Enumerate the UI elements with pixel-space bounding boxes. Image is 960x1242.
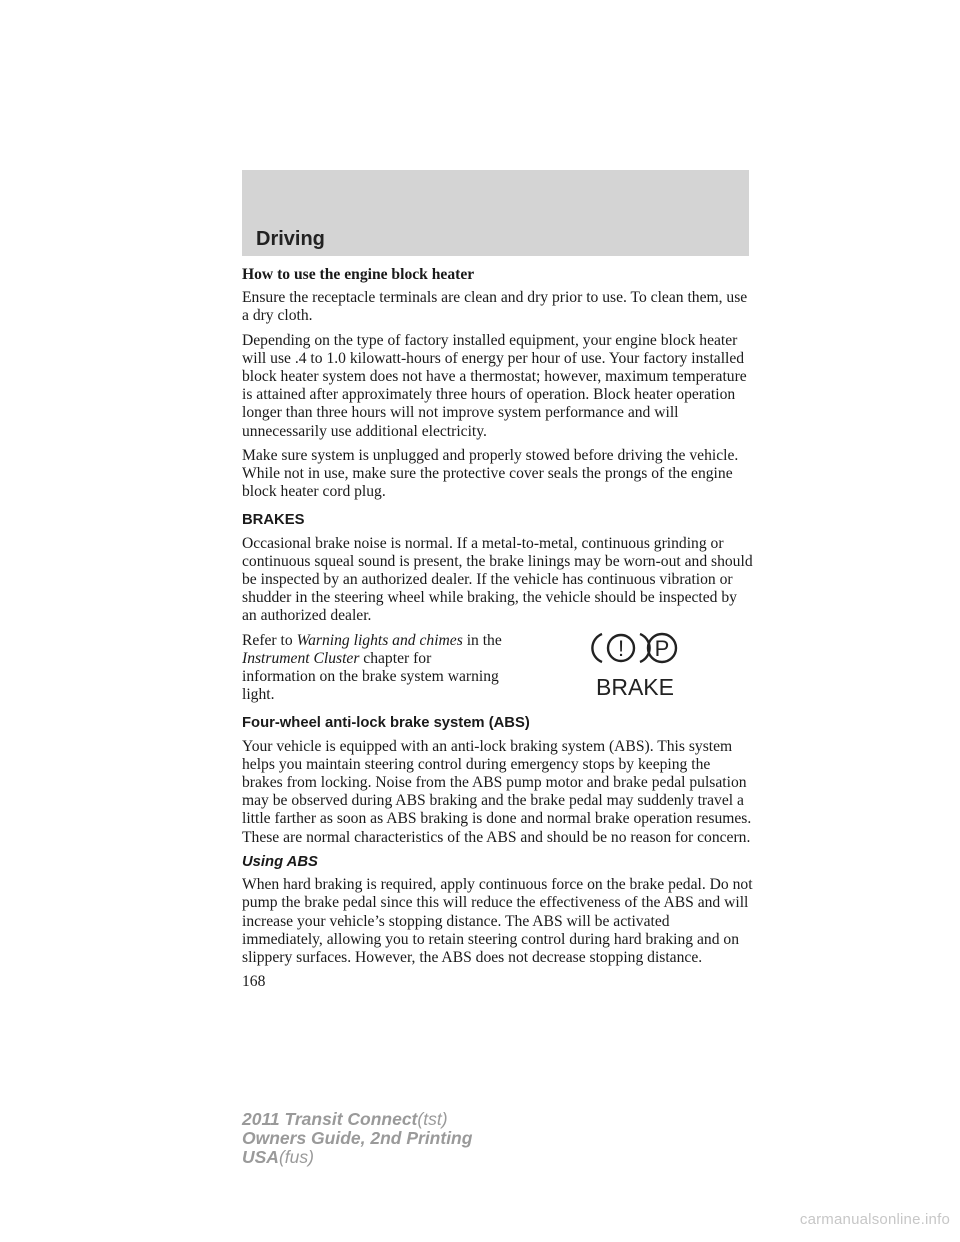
refer-prefix: Refer to [242,631,293,649]
brake-light-reference [242,632,754,705]
site-watermark: carmanualsonline.info [799,1211,950,1228]
footer-market: USA [242,1147,279,1167]
brakes-heading: BRAKES [242,512,305,529]
exclamation-symbol [592,634,649,662]
refer-mid: in the [466,631,502,649]
footer-line-1 [242,1110,472,1129]
refer-suffix: chapter for information on the brake system warning light. [242,649,499,704]
footer-printing: Owners Guide, 2nd Printing [242,1128,473,1148]
footer-model-code: (tst) [417,1109,448,1129]
block-heater-paragraph-2: Depending on the type of factory installed equipment, your engine block heater will use .4 to 1.0 kilowatt-hours of energy per hour of use. Your factory installed block heater system does not have a thermostat; however, maximum temperature is attained after approximately three hours of operation. Block heater operation longer than three hours will not improve system performance and will unnecessarily use additional electricity. [242,331,747,440]
brake-warning-icon [584,624,684,702]
brake-icon-p: P [654,635,670,661]
block-heater-paragraph-1: Ensure the receptacle terminals are clean and dry prior to use. To clean them, use a dry cloth. [242,289,748,325]
block-heater-heading: How to use the engine block heater [242,266,475,283]
footer-model: 2011 Transit Connect [242,1109,418,1129]
page-number: 168 [242,973,266,991]
abs-heading: Four-wheel anti-lock brake system (ABS) [242,715,530,732]
parking-symbol [648,634,676,662]
section-title: Driving [256,228,325,250]
using-abs-heading: Using ABS [242,853,318,870]
brake-reference-text [242,632,504,705]
brake-icon-label: BRAKE [596,673,674,700]
warning-lights-chapter-ref: Warning lights and chimes [296,631,463,649]
abs-paragraph-1: Your vehicle is equipped with an anti-lock braking system (ABS). This system helps you maintain steering control during emergency stops by keeping the brakes from locking. Noise from the ABS pump motor and brake pedal pulsation may be observed during ABS braking and the brake pedal may suddenly travel a little farther as soon as ABS braking is done and normal brake operation resumes. These are normal characteristics of the ABS and should be no reason for concern. [242,737,752,846]
footer-line-3 [242,1148,472,1167]
footer-line-2 [242,1129,472,1148]
abs-paragraph-2: When hard braking is required, apply continuous force on the brake pedal. Do not pump the brake pedal since this will reduce the effectiveness of the ABS and will increase your vehicle’s stopping distance. The ABS will be activated immediately, allowing you to retain steering control during hard braking and on slippery surfaces. However, the ABS does not decrease stopping distance. [242,876,753,966]
page-content [242,266,754,991]
brakes-paragraph-1: Occasional brake noise is normal. If a metal-to-metal, continuous grinding or continuous squeal sound is present, the brake linings may be worn-out and should be inspected by an authorized dealer. If the vehicle has continuous vibration or shudder in the steering wheel while braking, the vehicle should be inspected by an authorized dealer. [242,534,753,625]
footer-market-code: (fus) [278,1147,314,1167]
print-footer [242,1110,472,1167]
instrument-cluster-chapter-ref: Instrument Cluster [242,649,360,667]
block-heater-paragraph-3: Make sure system is unplugged and properly stowed before driving the vehicle. While not in use, make sure the protective cover seals the prongs of the engine block heater cord plug. [242,446,739,501]
brake-icon-exclamation: ! [617,635,625,661]
